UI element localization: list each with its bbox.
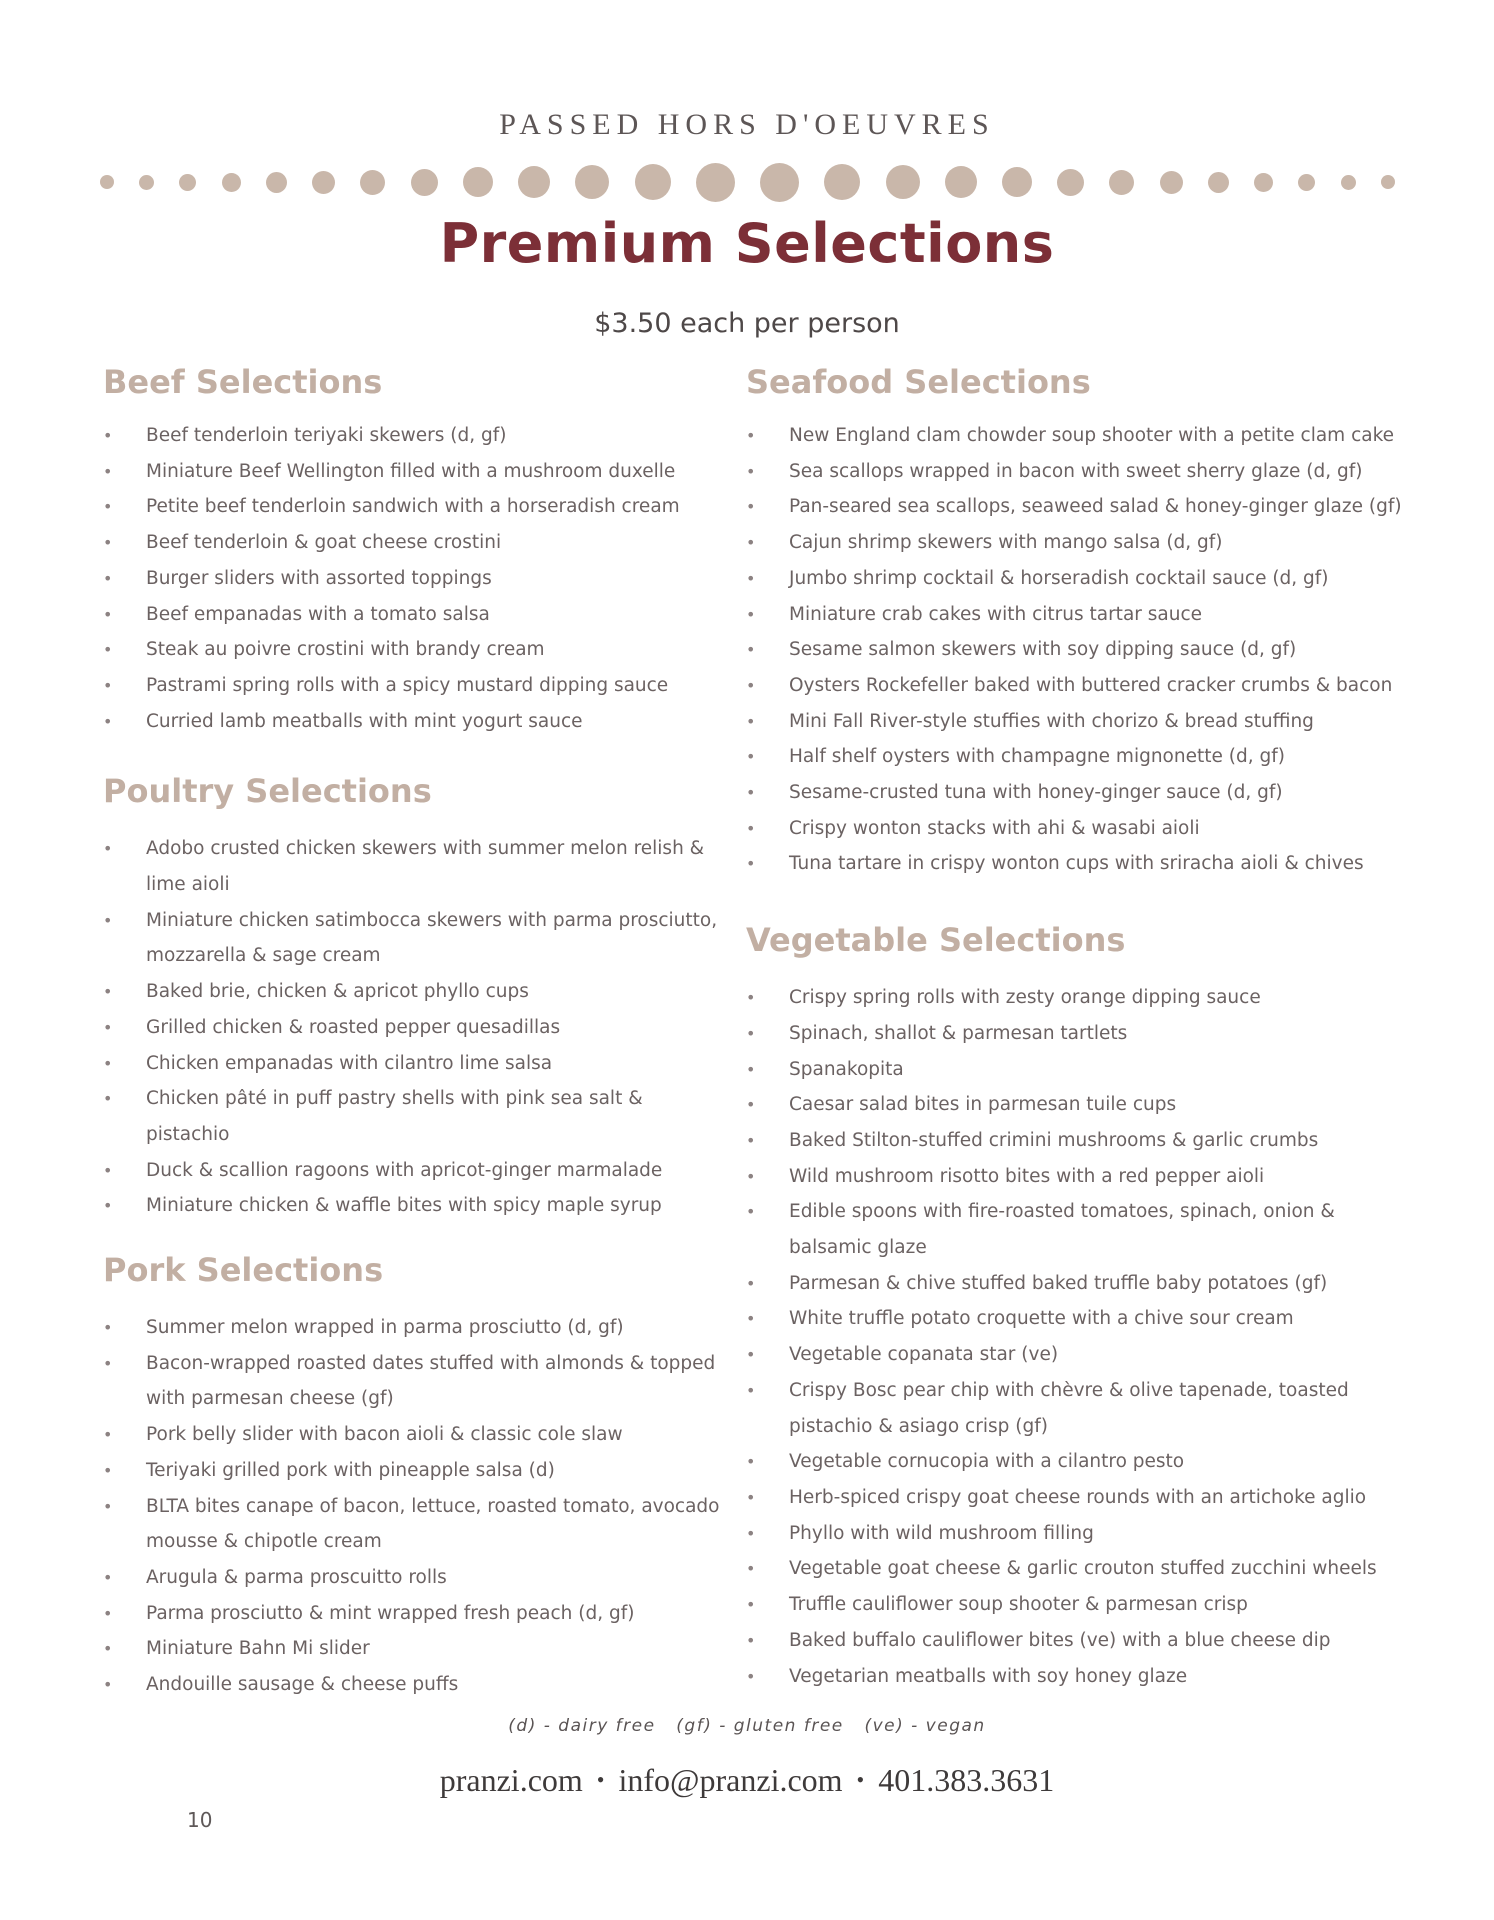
bullet-icon: • <box>746 988 756 1008</box>
decorative-dot <box>1160 171 1183 194</box>
menu-item-text: Adobo crusted chicken skewers with summer melon relish & lime aioli <box>146 838 705 896</box>
menu-item <box>103 597 723 633</box>
decorative-dot <box>945 166 977 198</box>
page-number: 10 <box>187 1808 213 1832</box>
menu-item-text: Beef tenderloin & goat cheese crostini <box>146 532 502 554</box>
bullet-icon: • <box>746 1202 756 1222</box>
menu-item <box>103 1667 723 1703</box>
menu-item-text: Truffle cauliflower soup shooter & parmesan crisp <box>789 1594 1248 1616</box>
bullet-icon: • <box>746 1345 756 1365</box>
bullet-icon: • <box>103 1017 113 1037</box>
menu-list <box>746 980 1406 1694</box>
menu-item <box>746 1052 1406 1088</box>
bullet-icon: • <box>746 818 756 838</box>
menu-item <box>746 1337 1406 1373</box>
bullet-icon: • <box>103 1353 113 1373</box>
poultry-section <box>103 769 723 1224</box>
menu-item <box>746 1087 1406 1123</box>
decorative-dot <box>266 172 287 193</box>
bullet-icon: • <box>746 1595 756 1615</box>
separator-dot: • <box>596 1767 605 1792</box>
menu-item-text: Pan-seared sea scallops, seaweed salad & honey-ginger glaze (gf) <box>789 496 1402 518</box>
menu-item <box>103 418 723 454</box>
section-heading: Seafood Selections <box>746 363 1091 401</box>
bullet-icon: • <box>103 910 113 930</box>
menu-item-text: Vegetarian meatballs with soy honey glaze <box>789 1665 1188 1687</box>
page-kicker: PASSED HORS D'OEUVRES <box>499 108 995 141</box>
menu-list <box>103 1310 723 1703</box>
decorative-dot <box>179 174 196 191</box>
menu-item <box>746 597 1406 633</box>
menu-item <box>103 831 723 902</box>
menu-item <box>746 1623 1406 1659</box>
bullet-icon: • <box>746 1273 756 1293</box>
bullet-icon: • <box>103 426 113 445</box>
menu-item-text: Sesame-crusted tuna with honey-ginger sauce (d, gf) <box>789 782 1283 804</box>
menu-item-text: Teriyaki grilled pork with pineapple salsa (d) <box>146 1459 555 1481</box>
menu-item-text: Wild mushroom risotto bites with a red pepper aioli <box>789 1165 1265 1187</box>
menu-item <box>746 418 1406 454</box>
bullet-icon: • <box>746 568 756 588</box>
menu-item <box>746 1551 1406 1587</box>
menu-item-text: Miniature chicken satimbocca skewers with parma prosciutto, mozzarella & sage cream <box>146 909 718 967</box>
menu-item <box>746 561 1406 597</box>
menu-item <box>746 454 1406 490</box>
menu-item <box>746 739 1406 775</box>
separator-dot: • <box>856 1767 865 1792</box>
decorative-dot <box>411 169 438 196</box>
menu-item-text: Vegetable copanata star (ve) <box>789 1344 1059 1366</box>
menu-item-text: Miniature chicken & waffle bites with spicy maple syrup <box>146 1195 662 1217</box>
menu-item-text: Jumbo shrimp cocktail & horseradish cocktail sauce (d, gf) <box>789 567 1329 589</box>
website-link[interactable]: pranzi.com <box>439 1762 583 1798</box>
menu-item <box>746 632 1406 668</box>
menu-item-text: Miniature Beef Wellington filled with a mushroom duxelle <box>146 460 676 482</box>
decorative-dot <box>139 175 154 190</box>
menu-item <box>746 1659 1406 1695</box>
bullet-icon: • <box>103 675 113 695</box>
bullet-icon: • <box>103 1318 113 1338</box>
bullet-icon: • <box>103 604 113 624</box>
decorative-dot <box>1298 174 1315 191</box>
bullet-icon: • <box>746 497 756 517</box>
seafood-section <box>746 360 1406 882</box>
menu-item <box>746 1301 1406 1337</box>
decorative-dot <box>1254 173 1273 192</box>
menu-item-text: Parmesan & chive stuffed baked truffle baby potatoes (gf) <box>789 1272 1328 1294</box>
menu-item <box>746 1159 1406 1195</box>
menu-item-text: Baked Stilton-stuffed crimini mushrooms & garlic crumbs <box>789 1129 1319 1151</box>
menu-item-text: Spinach, shallot & parmesan tartlets <box>789 1022 1128 1044</box>
menu-item-text: Baked brie, chicken & apricot phyllo cups <box>146 981 529 1003</box>
decorative-dot <box>1109 170 1134 195</box>
decorative-dot <box>222 173 241 192</box>
bullet-icon: • <box>746 1380 756 1400</box>
bullet-icon: • <box>103 1053 113 1073</box>
menu-item <box>103 903 723 974</box>
left-column <box>103 360 723 1703</box>
menu-item-text: Miniature crab cakes with citrus tartar sauce <box>789 603 1203 625</box>
right-column <box>746 360 1406 1694</box>
bullet-icon: • <box>746 533 756 553</box>
bullet-icon: • <box>746 1452 756 1472</box>
menu-item-text: Grilled chicken & roasted pepper quesadillas <box>146 1016 561 1038</box>
menu-item-text: Caesar salad bites in parmesan tuile cups <box>789 1094 1177 1116</box>
bullet-icon: • <box>103 1639 113 1659</box>
bullet-icon: • <box>746 1630 756 1650</box>
bullet-icon: • <box>103 461 113 481</box>
menu-item <box>746 1123 1406 1159</box>
menu-item <box>103 525 723 561</box>
menu-item <box>103 1417 723 1453</box>
menu-item-text: Chicken pâté in puff pastry shells with pink sea salt & pistachio <box>146 1088 643 1145</box>
decorative-dot <box>463 167 493 197</box>
menu-item <box>746 1587 1406 1623</box>
bullet-icon: • <box>746 1023 756 1043</box>
bullet-icon: • <box>746 1487 756 1507</box>
menu-item-text: Beef tenderloin teriyaki skewers (d, gf) <box>146 425 507 446</box>
menu-item-text: Duck & scallion ragoons with apricot-ginger marmalade <box>146 1159 663 1181</box>
phone-number[interactable]: 401.383.3631 <box>878 1762 1055 1798</box>
bullet-icon: • <box>103 839 113 859</box>
diet-legend: (d) - dairy free (gf) - gluten free (ve) - vegan <box>508 1716 986 1736</box>
menu-item <box>103 1489 723 1560</box>
menu-item <box>103 668 723 704</box>
decorative-dot <box>1381 175 1395 189</box>
menu-item <box>746 1194 1406 1265</box>
bullet-icon: • <box>746 461 756 481</box>
decorative-dot-row <box>100 160 1395 204</box>
menu-item <box>746 1516 1406 1552</box>
menu-item-text: Vegetable cornucopia with a cilantro pesto <box>789 1451 1185 1473</box>
menu-item-text: Summer melon wrapped in parma prosciutto (d, gf) <box>146 1317 624 1339</box>
menu-item-text: Half shelf oysters with champagne mignonette (d, gf) <box>789 746 1285 768</box>
bullet-icon: • <box>746 1559 756 1579</box>
menu-item <box>103 1081 723 1152</box>
bullet-icon: • <box>103 1603 113 1623</box>
menu-item <box>103 1631 723 1667</box>
page-title: Premium Selections <box>439 212 1055 275</box>
menu-item-text: Parma prosciutto & mint wrapped fresh peach (d, gf) <box>146 1602 635 1624</box>
bullet-icon: • <box>103 1425 113 1445</box>
bullet-icon: • <box>746 1523 756 1543</box>
bullet-icon: • <box>746 1166 756 1186</box>
menu-item-text: White truffle potato croquette with a chive sour cream <box>789 1308 1294 1330</box>
bullet-icon: • <box>746 640 756 660</box>
menu-item <box>103 1010 723 1046</box>
bullet-icon: • <box>746 675 756 695</box>
decorative-dot <box>824 164 860 200</box>
menu-list <box>103 418 723 739</box>
menu-item <box>746 1016 1406 1052</box>
menu-item <box>103 632 723 668</box>
menu-item-text: Steak au poivre crostini with brandy cream <box>146 639 545 661</box>
decorative-dot <box>518 166 550 198</box>
menu-item <box>103 1346 723 1417</box>
menu-item-text: New England clam chowder soup shooter with a petite clam cake <box>789 425 1395 446</box>
menu-item <box>746 811 1406 847</box>
menu-item-text: Sesame salmon skewers with soy dipping sauce (d, gf) <box>789 639 1297 661</box>
bullet-icon: • <box>746 1059 756 1079</box>
decorative-dot <box>360 170 385 195</box>
menu-item-text: Beef empanadas with a tomato salsa <box>146 603 490 625</box>
menu-item-text: Arugula & parma proscuitto rolls <box>146 1566 447 1588</box>
pork-section <box>103 1248 723 1703</box>
contact-line <box>0 1762 1494 1799</box>
menu-item-text: Andouille sausage & cheese puffs <box>146 1674 459 1696</box>
menu-item <box>746 1444 1406 1480</box>
menu-item-text: Spanakopita <box>789 1058 904 1080</box>
menu-item <box>103 1046 723 1082</box>
menu-item-text: BLTA bites canape of bacon, lettuce, roasted tomato, avocado mousse & chipotle cream <box>146 1495 720 1553</box>
menu-item-text: Baked buffalo cauliflower bites (ve) with a blue cheese dip <box>789 1629 1331 1651</box>
menu-item-text: Pastrami spring rolls with a spicy mustard dipping sauce <box>146 674 669 696</box>
section-heading: Poultry Selections <box>103 772 432 811</box>
menu-item <box>746 1373 1406 1444</box>
menu-item-text: Chicken empanadas with cilantro lime salsa <box>146 1052 553 1074</box>
menu-item <box>746 1266 1406 1302</box>
menu-item-text: Phyllo with wild mushroom filling <box>789 1522 1094 1544</box>
bullet-icon: • <box>103 1160 113 1180</box>
decorative-dot <box>1341 175 1356 190</box>
beef-section <box>103 360 723 739</box>
bullet-icon: • <box>103 568 113 588</box>
decorative-dot <box>312 171 335 194</box>
bullet-icon: • <box>103 711 113 731</box>
menu-item <box>746 525 1406 561</box>
bullet-icon: • <box>103 1675 113 1695</box>
menu-item <box>746 668 1406 704</box>
menu-item <box>746 775 1406 811</box>
menu-item <box>103 1153 723 1189</box>
menu-item-text: Herb-spiced crispy goat cheese rounds with an artichoke aglio <box>789 1486 1367 1508</box>
menu-item-text: Mini Fall River-style stuffies with chorizo & bread stuffing <box>789 710 1314 732</box>
menu-item <box>746 489 1406 525</box>
price-line: $3.50 each per person <box>594 308 900 339</box>
menu-item <box>103 1596 723 1632</box>
menu-item-text: Crispy spring rolls with zesty orange dipping sauce <box>789 987 1261 1009</box>
bullet-icon: • <box>103 640 113 660</box>
bullet-icon: • <box>103 982 113 1002</box>
section-heading: Beef Selections <box>103 363 383 401</box>
bullet-icon: • <box>746 747 756 767</box>
menu-list <box>103 831 723 1224</box>
bullet-icon: • <box>746 854 756 874</box>
menu-item <box>103 454 723 490</box>
bullet-icon: • <box>103 1089 113 1109</box>
menu-item <box>103 1560 723 1596</box>
decorative-dot <box>635 164 671 200</box>
menu-item-text: Cajun shrimp skewers with mango salsa (d, gf) <box>789 532 1223 554</box>
menu-item <box>103 561 723 597</box>
menu-item <box>103 1310 723 1346</box>
bullet-icon: • <box>103 533 113 553</box>
menu-item-text: Petite beef tenderloin sandwich with a horseradish cream <box>146 496 680 518</box>
decorative-dot <box>1002 167 1032 197</box>
decorative-dot <box>1208 172 1229 193</box>
bullet-icon: • <box>103 1567 113 1587</box>
bullet-icon: • <box>103 497 113 517</box>
menu-item-text: Crispy Bosc pear chip with chèvre & olive tapenade, toasted pistachio & asiago crisp (gf) <box>789 1379 1349 1437</box>
menu-item <box>103 1453 723 1489</box>
menu-item-text: Crispy wonton stacks with ahi & wasabi aioli <box>789 817 1200 839</box>
decorative-dot <box>575 165 609 199</box>
section-heading: Vegetable Selections <box>746 921 1126 960</box>
bullet-icon: • <box>746 1666 756 1686</box>
decorative-dot <box>760 163 799 202</box>
section-heading: Pork Selections <box>103 1251 384 1290</box>
menu-item <box>746 846 1406 882</box>
decorative-dot <box>886 165 920 199</box>
menu-item <box>746 704 1406 740</box>
menu-item <box>746 1480 1406 1516</box>
decorative-dot <box>1057 169 1084 196</box>
bullet-icon: • <box>746 711 756 731</box>
bullet-icon: • <box>103 1496 113 1516</box>
menu-item <box>746 980 1406 1016</box>
decorative-dot <box>100 175 114 189</box>
menu-item <box>103 704 723 740</box>
email-link[interactable]: info@pranzi.com <box>618 1762 843 1798</box>
bullet-icon: • <box>746 426 756 445</box>
menu-item <box>103 974 723 1010</box>
menu-item <box>103 1188 723 1224</box>
menu-item-text: Vegetable goat cheese & garlic crouton stuffed zucchini wheels <box>789 1558 1377 1580</box>
menu-item-text: Sea scallops wrapped in bacon with sweet sherry glaze (d, gf) <box>789 460 1363 482</box>
menu-item-text: Pork belly slider with bacon aioli & classic cole slaw <box>146 1424 623 1446</box>
decorative-dot <box>696 163 735 202</box>
bullet-icon: • <box>746 1309 756 1329</box>
bullet-icon: • <box>746 604 756 624</box>
menu-item-text: Curried lamb meatballs with mint yogurt sauce <box>146 710 583 732</box>
vegetable-section <box>746 918 1406 1694</box>
bullet-icon: • <box>746 1095 756 1115</box>
bullet-icon: • <box>103 1196 113 1216</box>
menu-item-text: Burger sliders with assorted toppings <box>146 567 492 589</box>
menu-list <box>746 418 1406 882</box>
menu-item-text: Bacon-wrapped roasted dates stuffed with almonds & topped with parmesan cheese (gf) <box>146 1352 716 1410</box>
bullet-icon: • <box>746 783 756 803</box>
menu-item-text: Oysters Rockefeller baked with buttered cracker crumbs & bacon <box>789 674 1393 696</box>
bullet-icon: • <box>746 1130 756 1150</box>
bullet-icon: • <box>103 1460 113 1480</box>
menu-item-text: Edible spoons with fire-roasted tomatoes, spinach, onion & balsamic glaze <box>789 1201 1335 1259</box>
menu-item-text: Miniature Bahn Mi slider <box>146 1638 370 1660</box>
menu-item-text: Tuna tartare in crispy wonton cups with sriracha aioli & chives <box>789 853 1364 875</box>
menu-item <box>103 489 723 525</box>
